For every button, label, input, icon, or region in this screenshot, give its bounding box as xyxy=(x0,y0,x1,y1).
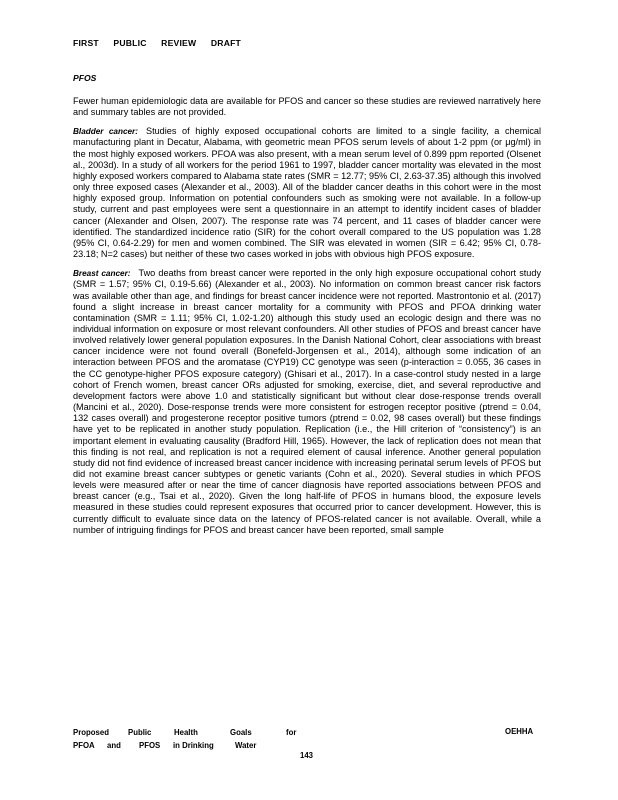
footer-word: and xyxy=(107,740,121,750)
breast-cancer-lead: Breast cancer: xyxy=(73,269,131,279)
footer-word: Water xyxy=(235,740,257,750)
bladder-cancer-lead: Bladder cancer: xyxy=(73,127,138,137)
footer-word: Proposed xyxy=(73,728,109,737)
footer-agency: OEHHA xyxy=(505,727,534,736)
footer-word: in Drinking xyxy=(173,740,214,750)
breast-cancer-body: Two deaths from breast cancer were reported in the only high exposure occupational cohort study (SMR = 1.57; 95% CI, 0.19-5.66) (Alexander et al., 2003). No information on common breast cancer risk factors was available other than age, and findings for breast cancer incidence were not reported. Mastrontonio et al. (2017) found a slight increase in breast cancer mortality for a community with PFOS and PFOA drinking water contamination (SMR = 1.11; 95% CI, 1.02-1.20) although this study used an ecologic design and there was no individual information on exposure or most relevant confounders. All other studies of PFOS and breast cancer have involved relatively lower general population exposures. In the Danish National Cohort, clear associations with breast cancer incidence were not found overall (Bonefeld-Jorgensen et al., 2014), although some indication of an interaction between PFOS and the aromatase (CYP19) CC genotype was seen (p-interaction = 0.055, 36 cases in the CC genotype-higher PFOS exposure category) (Ghisari et al., 2017). In a case-control study nested in a large cohort of French women, breast cancer ORs adjusted for smoking, exercise, diet, and several reproductive and development factors were above 1.0 and statistically significant but without clear dose-response trends overall (Mancini et al., 2020). Dose-response trends were more consistent for estrogen receptor positive (ptrend = 0.04, 132 cases overall) and progesterone receptor positive tumors (ptrend = 0.02, 98 cases overall) but these findings have yet to be replicated in another study population. Replication (i.e., the Hill criterion of “consistency”) is an important element in evaluating causality (Bradford Hill, 1965). However, the lack of replication does not mean that this finding is not real, and replication is not a required element of causal inference. Another general population study did not find evidence of increased breast cancer incidence with increasing perinatal serum levels of PFOS but did not examine breast cancer subtypes or genetic variants (Cohn et al., 2020). Several studies in which PFOS levels were measured after or near the time of cancer diagnosis have reported associations between PFOS and breast cancer (e.g., Tsai et al., 2020). Given the long half-life of PFOS in humans blood, the exposure levels measured in these studies could represent exposures that occurred prior to cancer development. However, this is currently difficult to evaluate since data on the latency of PFOS-related cancer is not available. Overall, while a number of intriguing findings for PFOS and breast cancer have been reported, small sample xyxy=(73,268,542,535)
footer-word: Goals xyxy=(230,728,252,737)
body-content xyxy=(73,96,541,544)
footer-word: PFOS xyxy=(139,740,161,750)
footer-word: Health xyxy=(174,728,198,737)
footer-document-title xyxy=(73,727,297,752)
bladder-cancer-body: Studies of highly exposed occupational cohorts are limited to a single facility, a chemical manufacturing plant in Decatur, Alabama, with geometric mean PFOS serum levels of about 1-2 ppm (or μg/ml) in the most highly exposed workers. PFOA was also present, with a mean serum level of 0.899 ppm reported (Olsenet al., 2003d). In a study of all workers for the period 1961 to 1997, bladder cancer mortality was elevated in the most highly exposed workers compared to Alabama state rates (SMR = 12.77; 95% CI, 2.63-37.35) although this involved only three exposed cases (Alexander et al., 2003). All of the bladder cancer deaths in this cohort were in the most highly exposed group. Information on potential confounders such as smoking were not available. In a follow-up study, current and past employees were sent a questionnaire in an attempt to identify incident cases of bladder cancer (Alexander and Olsen, 2007). The response rate was 74 percent, and 11 cases of bladder cancer were identified. The standardized incidence ratio (SIR) for the cohort overall compared to the US population was 1.28 (95% CI, 0.64-2.29) for men and women combined. The SIR was elevated in women (SIR = 6.42; 95% CI, 0.78-23.18; N=2 cases) but neither of these two cases worked in jobs with obvious high PFOS exposure. xyxy=(73,126,541,260)
bladder-cancer-paragraph xyxy=(73,126,541,260)
footer-word: Public xyxy=(128,728,152,737)
intro-paragraph: Fewer human epidemiologic data are available for PFOS and cancer so these studies are reviewed narratively here and summary tables are not provided. xyxy=(73,96,541,118)
draft-header: FIRST PUBLIC REVIEW DRAFT xyxy=(73,38,241,48)
page-number: 143 xyxy=(300,751,314,760)
footer-title-line-1: Proposed Public Health Goals for xyxy=(73,727,286,740)
footer-word: PFOA xyxy=(73,740,95,750)
breast-cancer-paragraph xyxy=(73,268,541,536)
footer-title-line-2 xyxy=(73,740,286,753)
section-heading: PFOS xyxy=(73,73,97,83)
